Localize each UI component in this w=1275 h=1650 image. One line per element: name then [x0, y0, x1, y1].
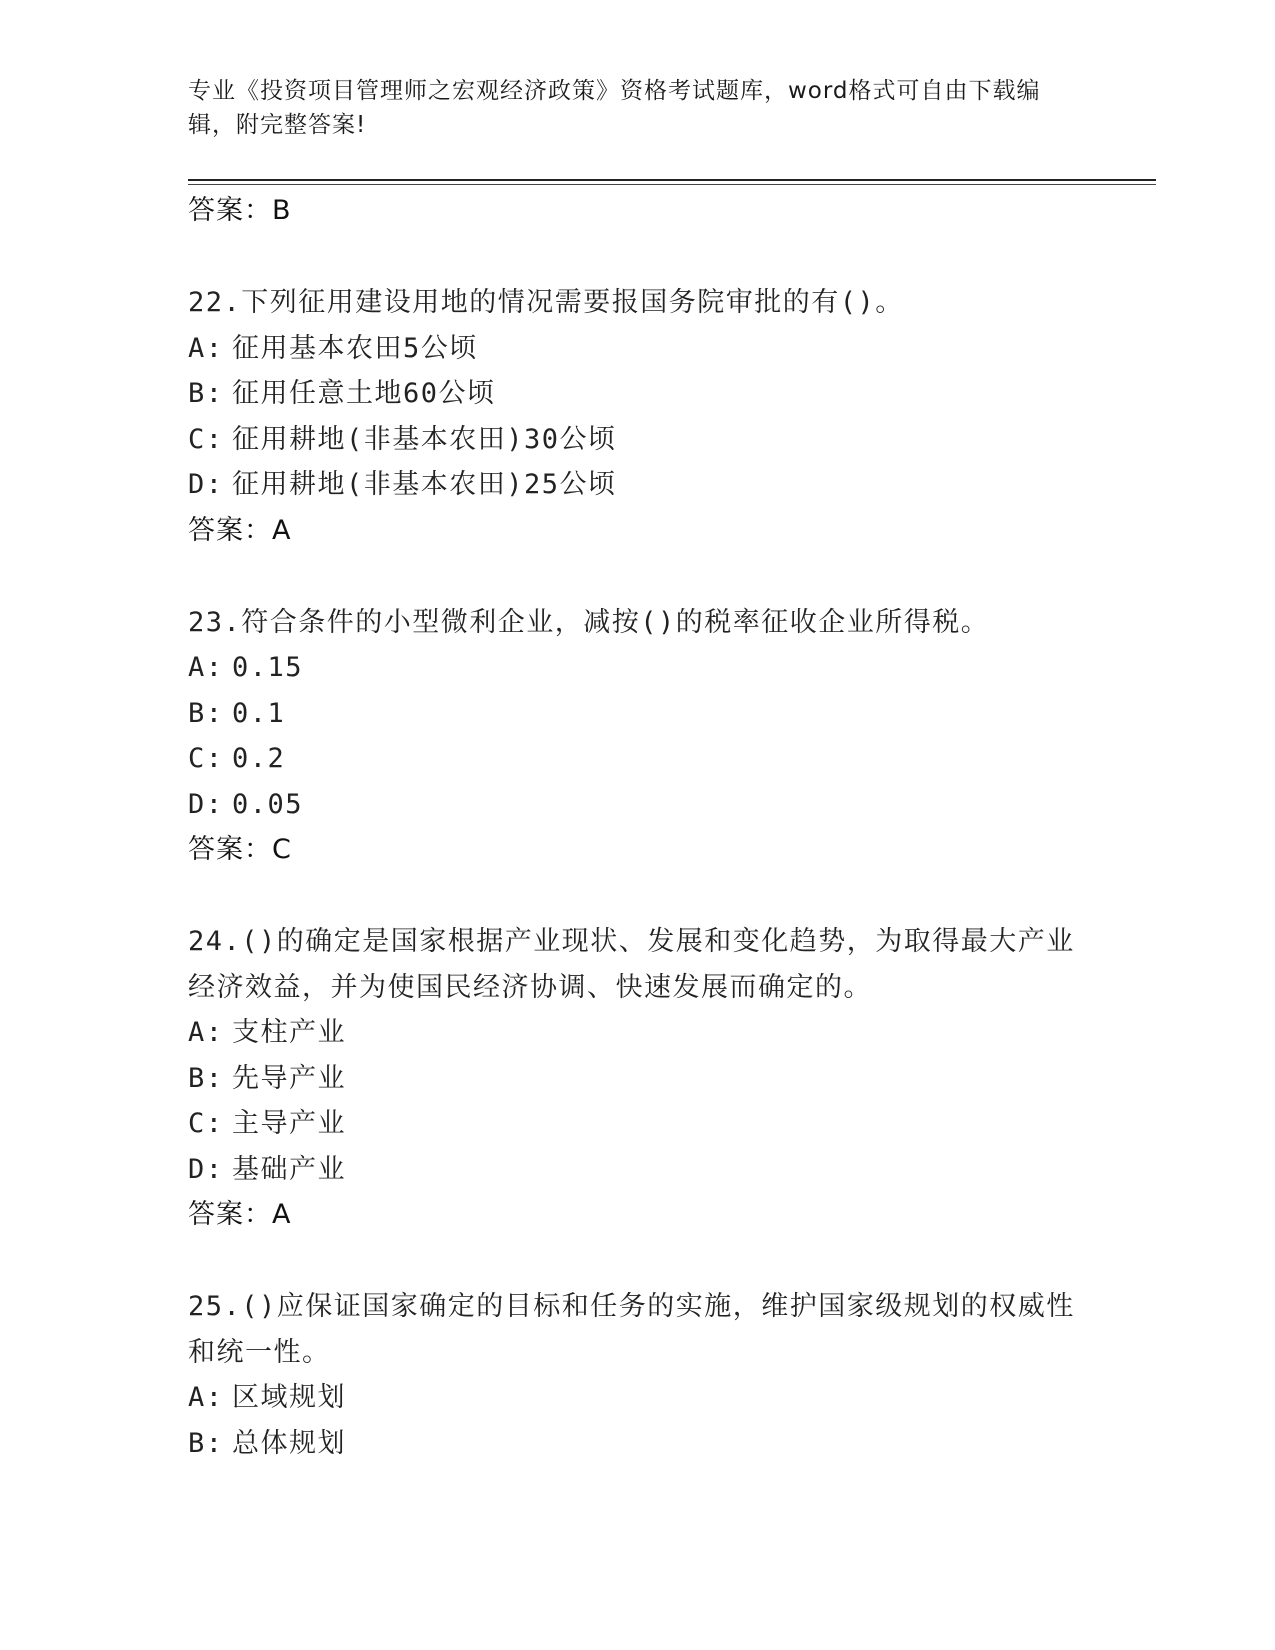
- option-letter: D:: [188, 1153, 224, 1185]
- option-b: [188, 1056, 1088, 1102]
- option-text: 0.15: [232, 652, 304, 683]
- option-d: [188, 462, 1088, 508]
- option-text: 总体规划: [232, 1427, 346, 1459]
- option-letter: A:: [188, 1382, 224, 1413]
- spacer: [188, 1238, 1088, 1284]
- option-text: 主导产业: [232, 1108, 346, 1139]
- option-letter: B:: [188, 697, 224, 729]
- option-letter: A:: [188, 332, 224, 364]
- document-header-intro: 专业《投资项目管理师之宏观经济政策》资格考试题库，word格式可自由下载编辑，附完整答案!: [188, 78, 1041, 138]
- header-divider-thick: [188, 179, 1156, 181]
- spacer: [188, 234, 1088, 280]
- option-text: 征用基本农田5公顷: [232, 332, 478, 364]
- option-text: 基础产业: [232, 1153, 346, 1185]
- question-23: [188, 600, 1088, 874]
- option-d: [188, 1147, 1088, 1193]
- option-letter: A:: [188, 1017, 224, 1048]
- spacer: [188, 554, 1088, 600]
- question-text: 24.()的确定是国家根据产业现状、发展和变化趋势，为取得最大产业经济效益，并为使国民经济协调、快速发展而确定的。: [188, 926, 1075, 1003]
- option-letter: C:: [188, 1108, 224, 1139]
- question-list: [188, 188, 1088, 1466]
- option-text: 0.1: [232, 697, 286, 729]
- option-text: 征用耕地(非基本农田)30公顷: [232, 423, 617, 455]
- answer-line: 答案：A: [188, 514, 292, 546]
- option-a: [188, 1010, 1088, 1056]
- option-letter: B:: [188, 378, 224, 409]
- question-text: 22.下列征用建设用地的情况需要报国务院审批的有()。: [188, 287, 904, 318]
- option-letter: C:: [188, 743, 224, 774]
- question-text: 23.符合条件的小型微利企业，减按()的税率征收企业所得税。: [188, 606, 990, 638]
- option-text: 区域规划: [232, 1382, 346, 1413]
- option-a: [188, 326, 1088, 372]
- option-text: 支柱产业: [232, 1017, 346, 1048]
- option-b: [188, 691, 1088, 737]
- option-letter: A:: [188, 652, 224, 683]
- option-d: [188, 782, 1088, 828]
- option-b: [188, 1421, 1088, 1467]
- question-24: [188, 919, 1088, 1238]
- previous-answer: 答案：B: [188, 195, 292, 226]
- question-22: [188, 280, 1088, 554]
- option-text: 征用任意土地60公顷: [232, 378, 496, 409]
- option-a: [188, 645, 1088, 691]
- header-divider-thin: [188, 184, 1156, 185]
- question-text: 25.()应保证国家确定的目标和任务的实施，维护国家级规划的权威性和统一性。: [188, 1291, 1075, 1368]
- question-25: [188, 1284, 1088, 1466]
- answer-line: 答案：C: [188, 834, 292, 865]
- option-text: 0.2: [232, 743, 286, 774]
- option-a: [188, 1375, 1088, 1421]
- option-c: [188, 736, 1088, 782]
- option-letter: B:: [188, 1427, 224, 1459]
- spacer: [188, 873, 1088, 919]
- option-text: 0.05: [232, 788, 304, 820]
- option-c: [188, 417, 1088, 463]
- option-letter: C:: [188, 423, 224, 455]
- answer-line: 答案：A: [188, 1199, 292, 1230]
- option-c: [188, 1101, 1088, 1147]
- option-letter: D:: [188, 788, 224, 820]
- option-b: [188, 371, 1088, 417]
- option-text: 征用耕地(非基本农田)25公顷: [232, 469, 617, 500]
- option-letter: B:: [188, 1062, 224, 1094]
- option-text: 先导产业: [232, 1062, 346, 1094]
- option-letter: D:: [188, 469, 224, 500]
